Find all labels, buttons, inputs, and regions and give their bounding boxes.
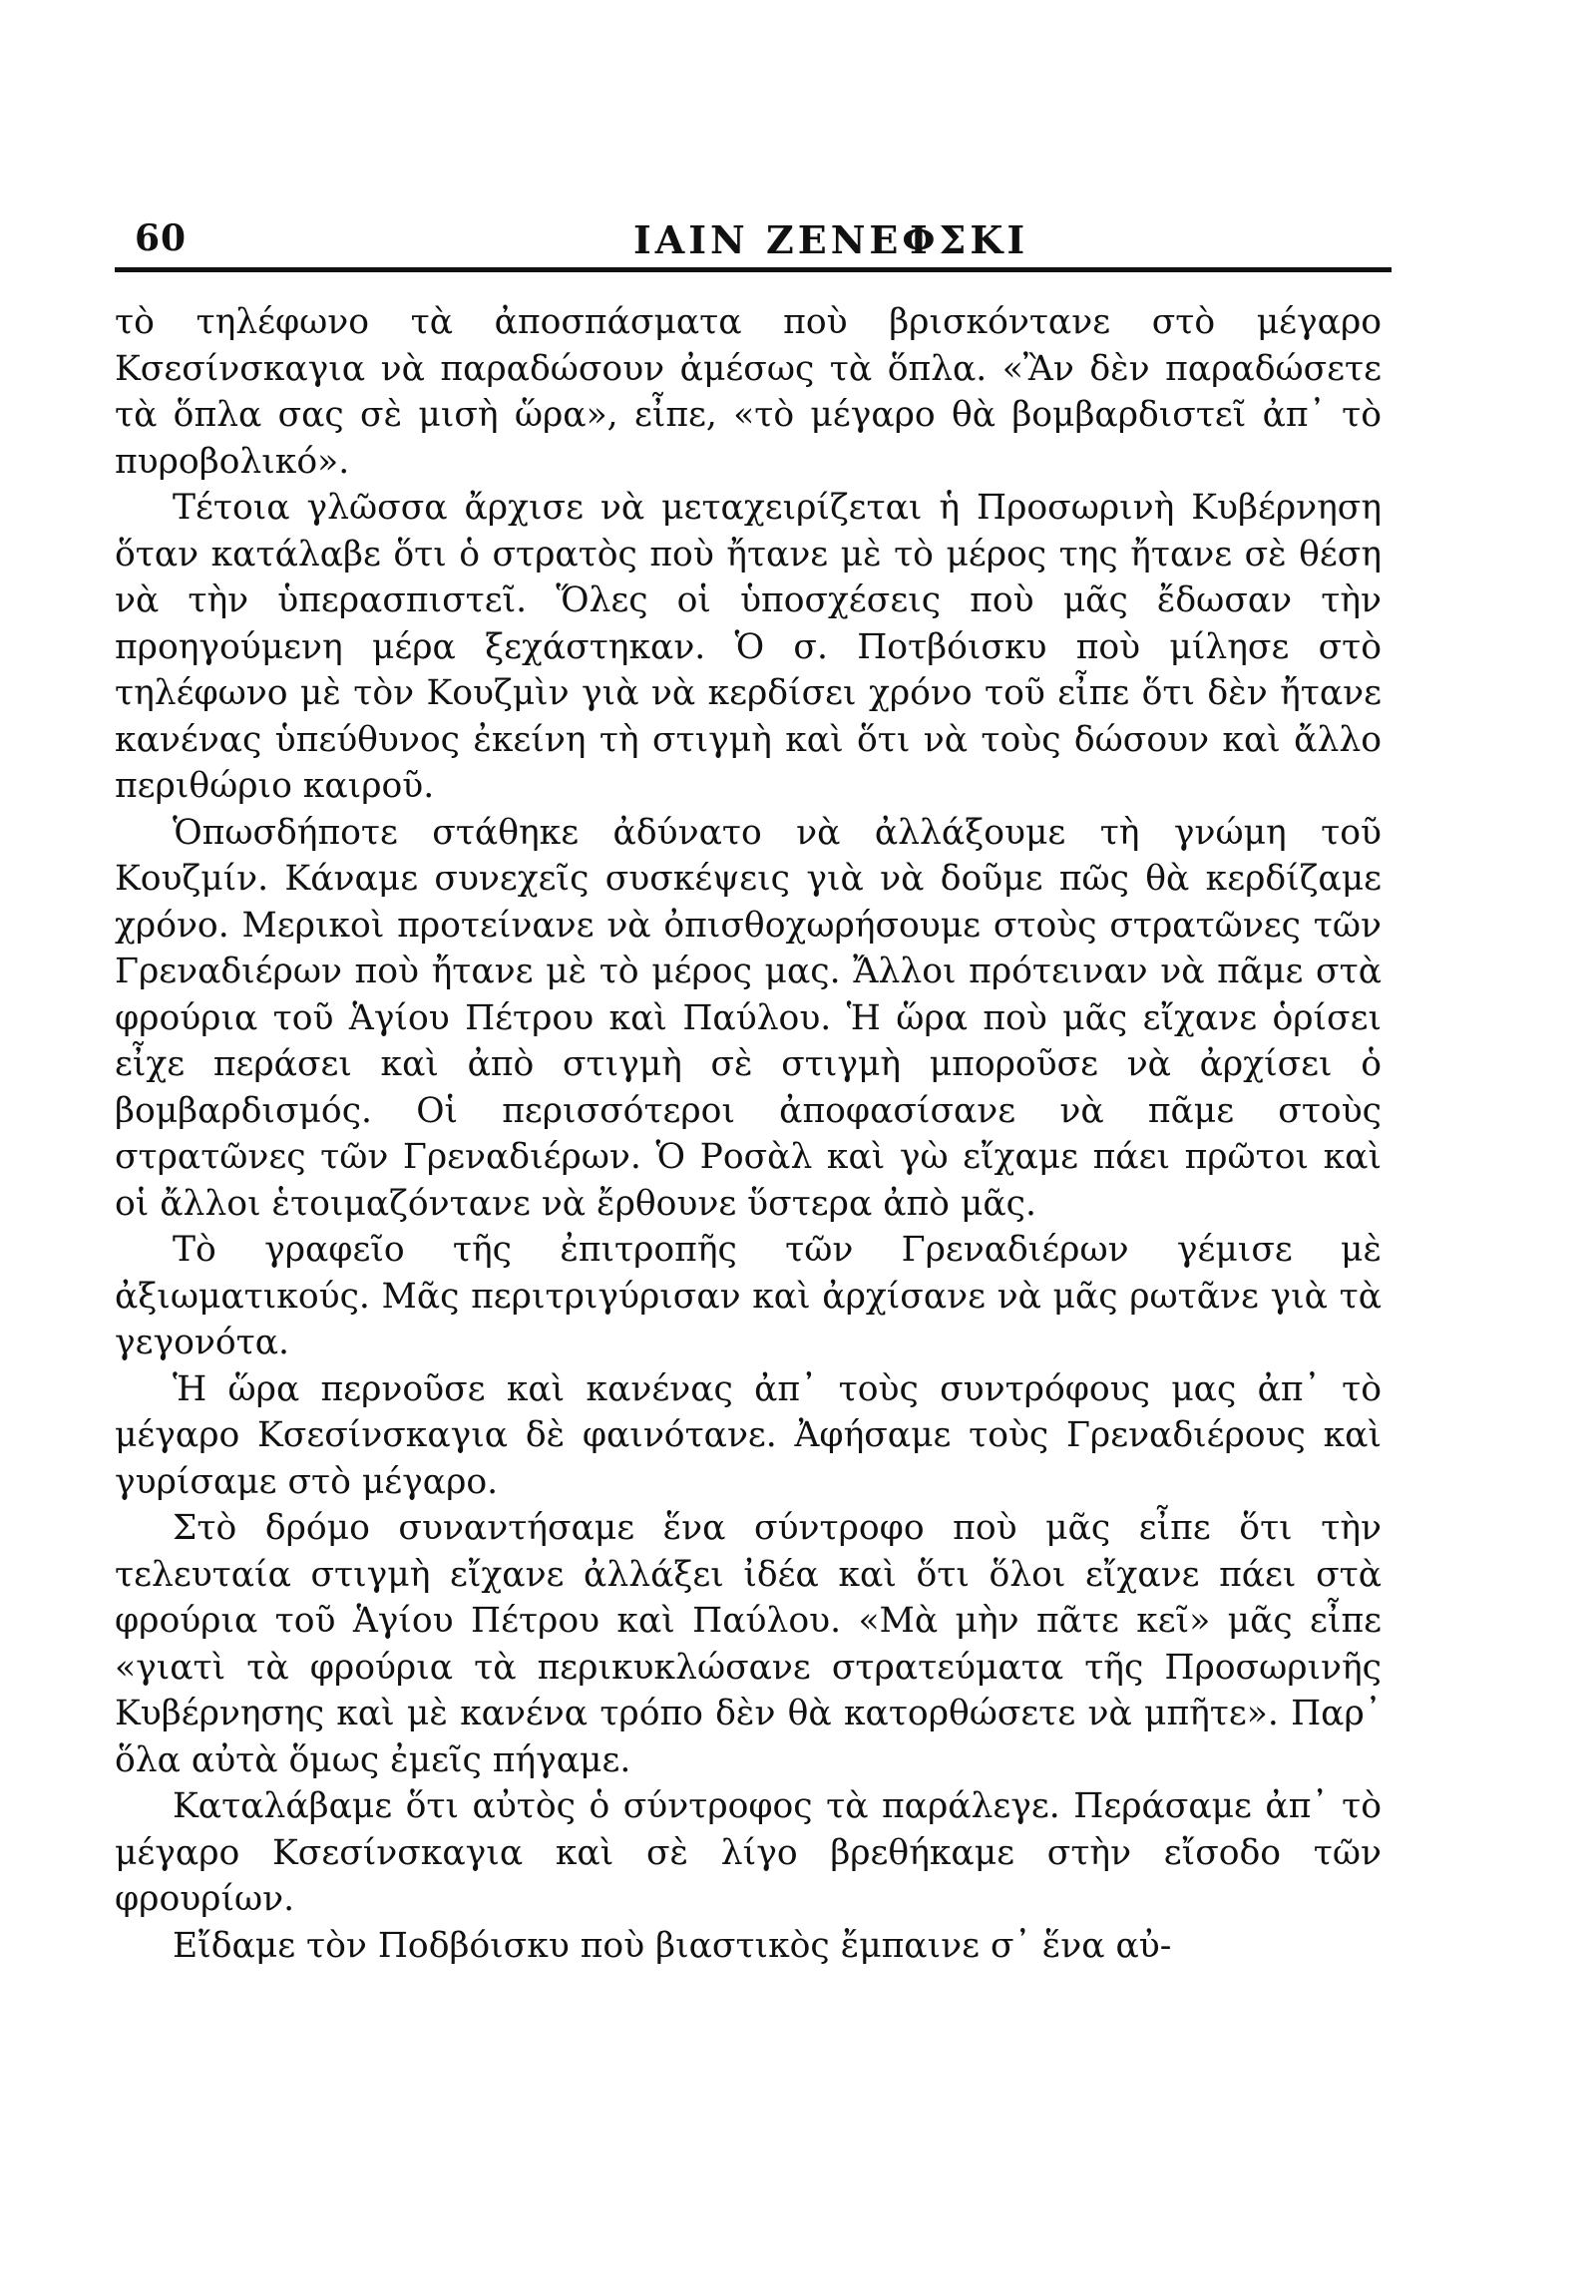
page-number: 60 (135, 217, 188, 259)
paragraph: Στὸ δρόμο συναντήσαμε ἕνα σύντροφο ποὺ μᾶς εἶπε ὅτι τὴν τελευταία στιγμὴ εἴχανε ἀλλάξει ἰδέα καὶ ὅτι ὅλοι εἴχανε πάει στὰ φρούρια τοῦ Ἁγίου Πέτρου καὶ Παύλου. «Μὰ μὴν πᾶτε κεῖ» μᾶς εἶπε «γιατὶ τὰ φρούρια τὰ περικυκλώσανε στρατεύματα τῆς Προσωρινῆς Κυβέρνησης καὶ μὲ κανένα τρόπο δὲν θὰ κατορθώσετε νὰ μπῆτε». Παρ᾿ ὅλα αὐτὰ ὅμως ἐμεῖς πήγαμε. (115, 1508, 1382, 1780)
body-text (115, 299, 1382, 1969)
paragraph: τὸ τηλέφωνο τὰ ἀποσπάσματα ποὺ βρισκόντανε στὸ μέγαρο Κσεσίνσκαγια νὰ παραδώσουν ἀμέσως τὰ ὅπλα. «Ἂν δὲν παραδώσετε τὰ ὅπλα σας σὲ μισὴ ὥρα», εἶπε, «τὸ μέγαρο θὰ βομβαρδιστεῖ ἀπ᾿ τὸ πυροβολικό». (115, 302, 1382, 482)
paragraph: Τέτοια γλῶσσα ἄρχισε νὰ μεταχειρίζεται ἡ Προσωρινὴ Κυβέρνηση ὅταν κατάλαβε ὅτι ὁ στρατὸς ποὺ ἤτανε μὲ τὸ μέρος της ἤτανε σὲ θέση νὰ τὴν ὑπερασπιστεῖ. Ὅλες οἱ ὑποσχέσεις ποὺ μᾶς ἔδωσαν τὴν προηγούμενη μέρα ξεχάστηκαν. Ὁ σ. Ποτβόισκυ ποὺ μίλησε στὸ τηλέφωνο μὲ τὸν Κουζμὶν γιὰ νὰ κερδίσει χρόνο τοῦ εἶπε ὅτι δὲν ἤτανε κανένας ὑπεύθυνος ἐκείνη τὴ στιγμὴ καὶ ὅτι νὰ τοὺς δώσουν καὶ ἄλλο περιθώριο καιροῦ. (115, 488, 1382, 806)
running-title: ΙΑΙΝ ΖΕΝΕΦΣΚΙ (633, 217, 1029, 262)
book-page (115, 199, 1392, 2234)
paragraph: Καταλάβαμε ὅτι αὐτὸς ὁ σύντροφος τὰ παράλεγε. Περάσαμε ἀπ᾿ τὸ μέγαρο Κσεσίνσκαγια καὶ σὲ λίγο βρεθήκαμε στὴν εἴσοδο τῶν φρουρίων. (115, 1786, 1382, 1919)
running-head (115, 199, 1392, 263)
paragraph: Εἴδαμε τὸν Ποδβόισκυ ποὺ βιαστικὸς ἔμπαινε σ᾿ ἕνα αὐ- (173, 1925, 1172, 1966)
paragraph: Τὸ γραφεῖο τῆς ἐπιτροπῆς τῶν Γρεναδιέρων γέμισε μὲ ἀξιωματικούς. Μᾶς περιτριγύρισαν καὶ ἀρχίσανε νὰ μᾶς ρωτᾶνε γιὰ τὰ γεγονότα. (115, 1230, 1382, 1362)
paragraph: Ἡ ὥρα περνοῦσε καὶ κανένας ἀπ᾿ τοὺς συντρόφους μας ἀπ᾿ τὸ μέγαρο Κσεσίνσκαγια δὲ φαινότανε. Ἀφήσαμε τοὺς Γρεναδιέρους καὶ γυρίσαμε στὸ μέγαρο. (115, 1368, 1382, 1502)
paragraph: Ὁπωσδήποτε στάθηκε ἀδύνατο νὰ ἀλλάξουμε τὴ γνώμη τοῦ Κουζμίν. Κάναμε συνεχεῖς συσκέψεις γιὰ νὰ δοῦμε πῶς θὰ κερδίζαμε χρόνο. Μερικοὶ προτείνανε νὰ ὀπισθοχωρήσουμε στοὺς στρατῶνες τῶν Γρεναδιέρων ποὺ ἤτανε μὲ τὸ μέρος μας. Ἄλλοι πρότειναν νὰ πᾶμε στὰ φρούρια τοῦ Ἁγίου Πέτρου καὶ Παύλου. Ἡ ὥρα ποὺ μᾶς εἴχανε ὁρίσει εἶχε περάσει καὶ ἀπὸ στιγμὴ σὲ στιγμὴ μποροῦσε νὰ ἀρχίσει ὁ βομβαρδισμός. Οἱ περισσότεροι ἀποφασίσανε νὰ πᾶμε στοὺς στρατῶνες τῶν Γρεναδιέρων. Ὁ Ροσὰλ καὶ γὼ εἴχαμε πάει πρῶτοι καὶ οἱ ἄλλοι ἑτοιμαζόντανε νὰ ἔρθουνε ὕστερα ἀπὸ μᾶς. (115, 812, 1382, 1224)
header-rule (115, 267, 1392, 272)
